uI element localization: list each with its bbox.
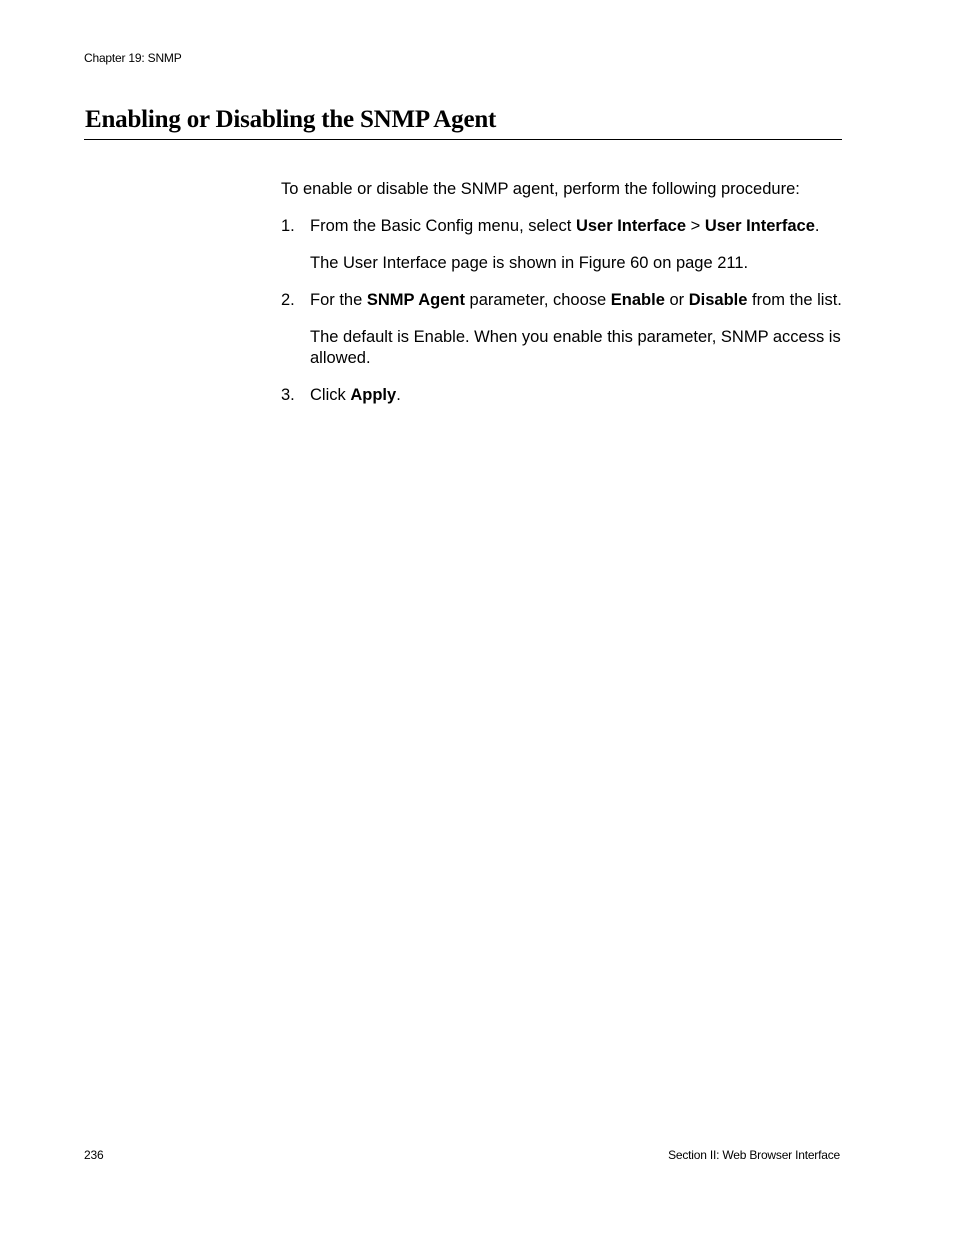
text-run: parameter, choose [464, 291, 611, 309]
step-text [310, 386, 401, 404]
parameter-ref: SNMP Agent [366, 291, 465, 309]
step-number: 3. [281, 386, 295, 404]
step-3 [281, 385, 846, 406]
page-title: Enabling or Disabling the SNMP Agent [85, 106, 497, 133]
text-run: . [814, 217, 820, 235]
step-number: 1. [281, 217, 295, 235]
step-note: The default is Enable. When you enable this parameter, SNMP access is allowed. [310, 328, 841, 367]
running-header: Chapter 19: SNMP [84, 51, 182, 65]
text-run: . [396, 386, 401, 404]
body-text [281, 179, 846, 422]
text-run: Click [310, 386, 351, 404]
option-ref: Disable [688, 291, 748, 309]
option-ref: Enable [610, 291, 665, 309]
button-ref: Apply [350, 386, 397, 404]
step-2 [281, 290, 846, 369]
step-text [310, 291, 842, 309]
text-run: For the [310, 291, 367, 309]
page-number: 236 [84, 1148, 104, 1162]
step-1 [281, 216, 846, 274]
step-text [310, 217, 819, 235]
text-run: or [664, 291, 689, 309]
menu-item-ref: User Interface [704, 217, 815, 235]
footer-section: Section II: Web Browser Interface [668, 1148, 840, 1162]
title-rule [84, 139, 842, 140]
menu-item-ref: User Interface [575, 217, 687, 235]
text-run: > [686, 217, 705, 235]
step-number: 2. [281, 291, 295, 309]
text-run: from the list. [747, 291, 842, 309]
step-note: The User Interface page is shown in Figure 60 on page 211. [310, 254, 749, 272]
text-run: From the Basic Config menu, select [310, 217, 576, 235]
intro-paragraph: To enable or disable the SNMP agent, perform the following procedure: [281, 180, 800, 198]
